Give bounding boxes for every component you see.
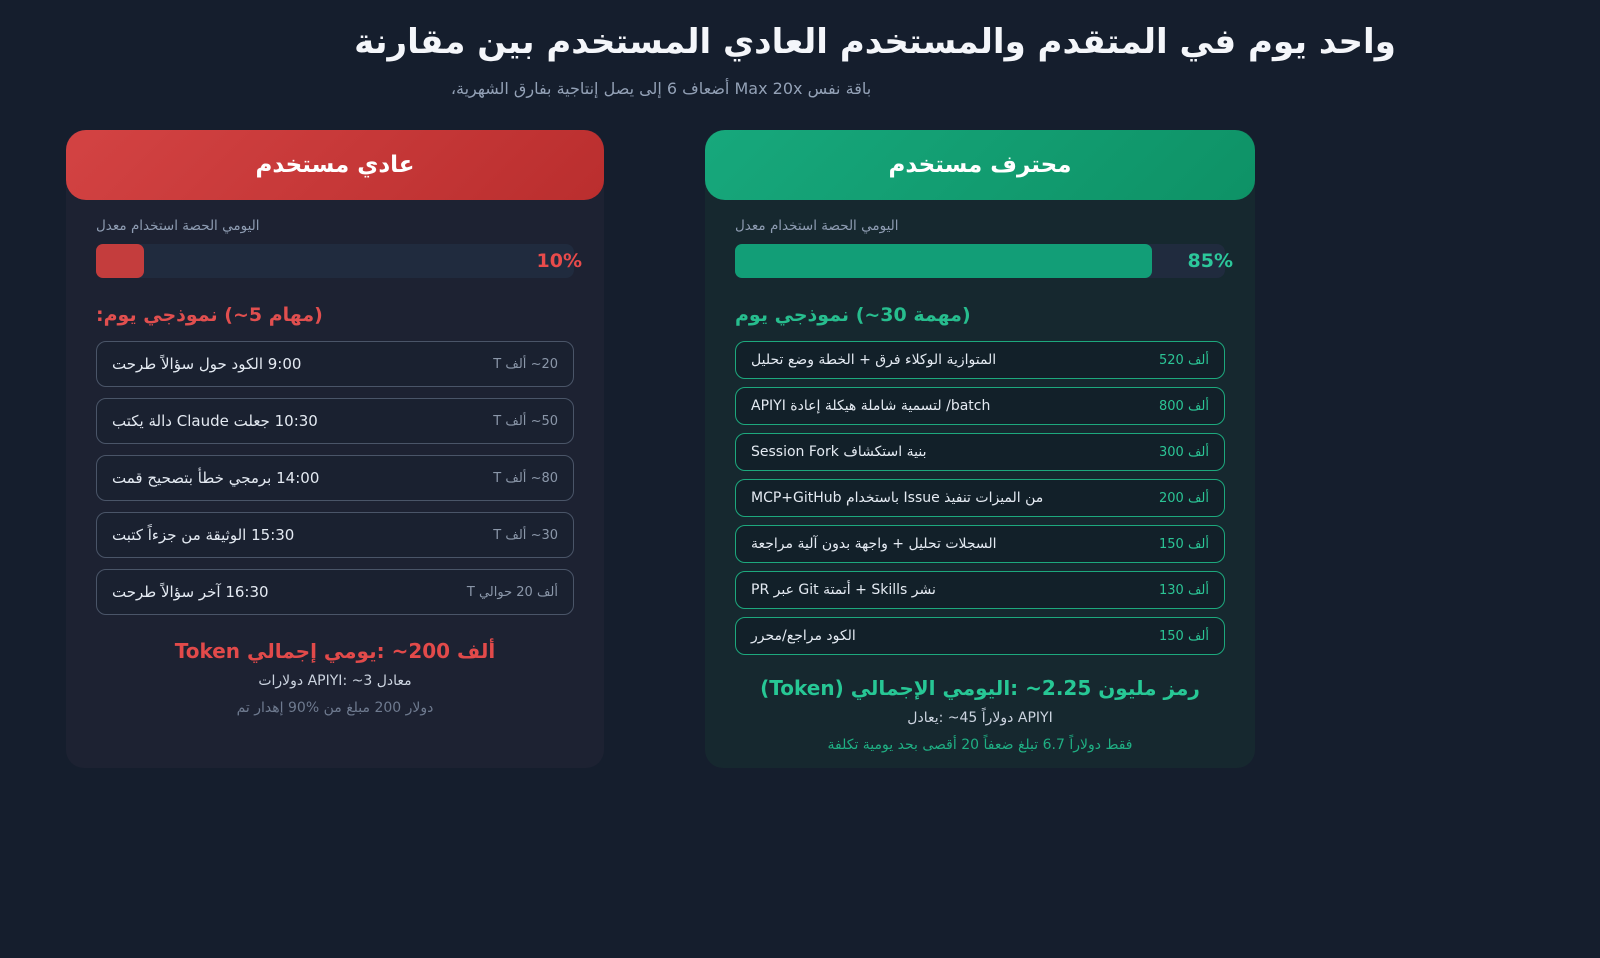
task-row: [735, 479, 1225, 517]
task-tokens: T ألف ~50: [493, 413, 558, 429]
regular-user-card-header: [66, 130, 604, 200]
task-desc: طرحت سؤالاً حول الكود 9:00: [112, 355, 302, 373]
task-desc: قمت بتصحيح خطأ برمجي 14:00: [112, 469, 320, 487]
task-tokens: 200 ألف: [1159, 490, 1209, 506]
card-header-label: مستخدم عادي: [255, 152, 415, 178]
task-tokens: 130 ألف: [1159, 582, 1209, 598]
task-desc: تحليل وضع الخطة + فرق الوكلاء المتوازية: [751, 352, 997, 368]
task-tokens: 800 ألف: [1159, 398, 1209, 414]
usage-label: معدل استخدام الحصة اليومي: [735, 218, 899, 234]
usage-label: معدل استخدام الحصة اليومي: [96, 218, 260, 234]
task-desc: APIYI إعادة هيكلة شاملة لتسمية /batch: [751, 398, 991, 414]
task-row: [735, 341, 1225, 379]
task-list: [735, 341, 1225, 655]
card-summary: [735, 676, 1225, 753]
task-tokens: T ألف ~80: [493, 470, 558, 486]
usage-percent: 85%: [1187, 250, 1233, 272]
page-subtitle: الشهرية، بفارق إنتاجية يصل إلى 6 أضعاف Max 20x نفس باقة: [450, 79, 872, 98]
cost-equivalent: يعادل: ~45 دولاراً APIYI: [907, 710, 1053, 726]
page-title: مقارنة بين المستخدم العادي والمستخدم المتقدم في يوم واحد: [354, 22, 1396, 62]
task-list: [96, 341, 574, 615]
task-desc: يكتب دالة Claude جعلت 10:30: [112, 412, 318, 430]
task-tokens: 150 ألف: [1159, 628, 1209, 644]
task-desc: MCP+GitHub باستخدام Issue تنفيذ الميزات من: [751, 490, 1044, 506]
task-row: [735, 387, 1225, 425]
task-row: [735, 617, 1225, 655]
task-tokens: 150 ألف: [1159, 536, 1209, 552]
task-row: [96, 455, 574, 501]
task-desc: PR عبر Git أتمتة + Skills نشر: [751, 582, 936, 598]
usage-bar-fill: [735, 244, 1152, 278]
regular-user-card-body: [66, 200, 604, 716]
section-title: يوم نموذجي (~30 مهمة): [735, 304, 971, 326]
regular-user-card: [66, 130, 604, 768]
cost-equivalent: دولارات APIYI: ~3 معادل: [258, 673, 412, 689]
pro-user-card-body: [705, 200, 1255, 753]
task-row: [96, 569, 574, 615]
daily-total: Token إجمالي يومي: ~200 ألف: [174, 639, 496, 663]
task-tokens: 520 ألف: [1159, 352, 1209, 368]
card-summary: [96, 639, 574, 716]
task-row: [96, 512, 574, 558]
daily-total: (Token) الإجمالي اليومي: ~2.25 مليون رمز: [760, 676, 1200, 700]
savings-note: تكلفة يومية بحد أقصى 20 ضعفاً تبلغ 6.7 دولاراً فقط: [827, 737, 1133, 753]
task-desc: طرحت سؤالاً آخر 16:30: [112, 583, 269, 601]
section-title: :يوم نموذجي (~5 مهام): [96, 304, 323, 326]
pro-user-card-header: [705, 130, 1255, 200]
task-desc: Session Fork استكشاف بنية: [751, 444, 927, 460]
task-row: [96, 341, 574, 387]
pro-user-card: [705, 130, 1255, 768]
task-row: [735, 433, 1225, 471]
task-tokens: T ألف ~20: [493, 356, 558, 372]
task-tokens: T حوالي 20 ألف: [466, 584, 558, 600]
usage-percent: 10%: [536, 250, 582, 272]
usage-bar: [735, 244, 1233, 278]
task-row: [96, 398, 574, 444]
task-tokens: 300 ألف: [1159, 444, 1209, 460]
task-row: [735, 525, 1225, 563]
task-desc: مراجعة آلية بدون واجهة + تحليل السجلات: [751, 536, 997, 552]
task-row: [735, 571, 1225, 609]
usage-bar-fill: [96, 244, 144, 278]
card-header-label: مستخدم محترف: [888, 152, 1072, 178]
task-desc: محرر/مراجع الكود: [751, 628, 856, 644]
task-desc: كتبت جزءاً من الوثيقة 15:30: [112, 526, 295, 544]
waste-note: تم إهدار 90% من مبلغ 200 دولار: [236, 700, 434, 716]
usage-bar: [96, 244, 582, 278]
task-tokens: T ألف ~30: [493, 527, 558, 543]
